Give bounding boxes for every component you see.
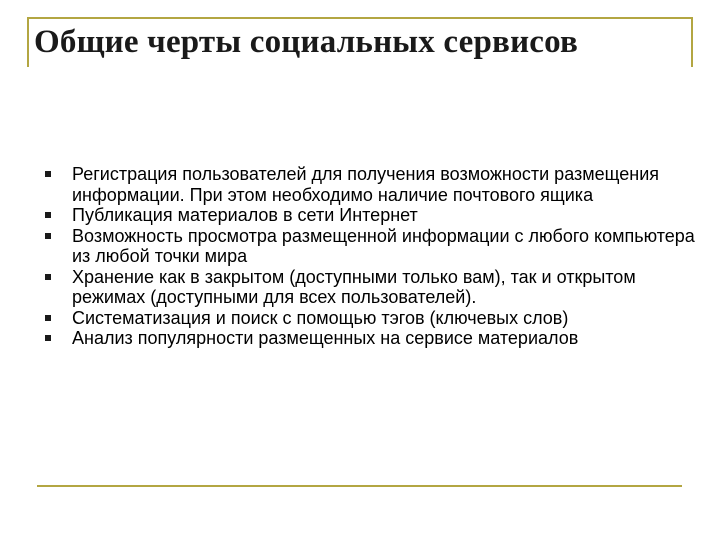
- bullet-text: Хранение как в закрытом (доступными только вам), так и открытом режимах (доступными для всех пользователей).: [72, 266, 636, 307]
- square-bullet-icon: [45, 335, 51, 341]
- bullet-item-registration: [45, 164, 695, 205]
- square-bullet-icon: [45, 212, 51, 218]
- bullet-text: Регистрация пользователей для получения возможности размещения информации. При этом необходимо наличие почтового ящика: [72, 164, 659, 205]
- bullet-item-access: [45, 226, 695, 267]
- title-frame-top-line: [27, 17, 693, 19]
- slide-title: Общие черты социальных сервисов: [34, 24, 579, 60]
- bullet-text: Возможность просмотра размещенной информации с любого компьютера из любой точки мира: [72, 225, 695, 266]
- bullet-item-tags: [45, 308, 695, 329]
- bullet-text: Анализ популярности размещенных на сервисе материалов: [72, 328, 579, 348]
- footer-divider-line: [37, 485, 682, 487]
- bullet-list: [45, 164, 695, 349]
- title-frame-left-line: [27, 17, 29, 67]
- square-bullet-icon: [45, 315, 51, 321]
- square-bullet-icon: [45, 274, 51, 280]
- bullet-text: Публикация материалов в сети Интернет: [72, 205, 418, 225]
- title-frame-right-line: [691, 17, 693, 67]
- bullet-item-publication: [45, 205, 695, 226]
- square-bullet-icon: [45, 233, 51, 239]
- bullet-text: Систематизация и поиск с помощью тэгов (ключевых слов): [72, 307, 569, 328]
- bullet-item-analysis: [45, 328, 695, 349]
- square-bullet-icon: [45, 171, 51, 177]
- bullet-item-storage: [45, 267, 695, 308]
